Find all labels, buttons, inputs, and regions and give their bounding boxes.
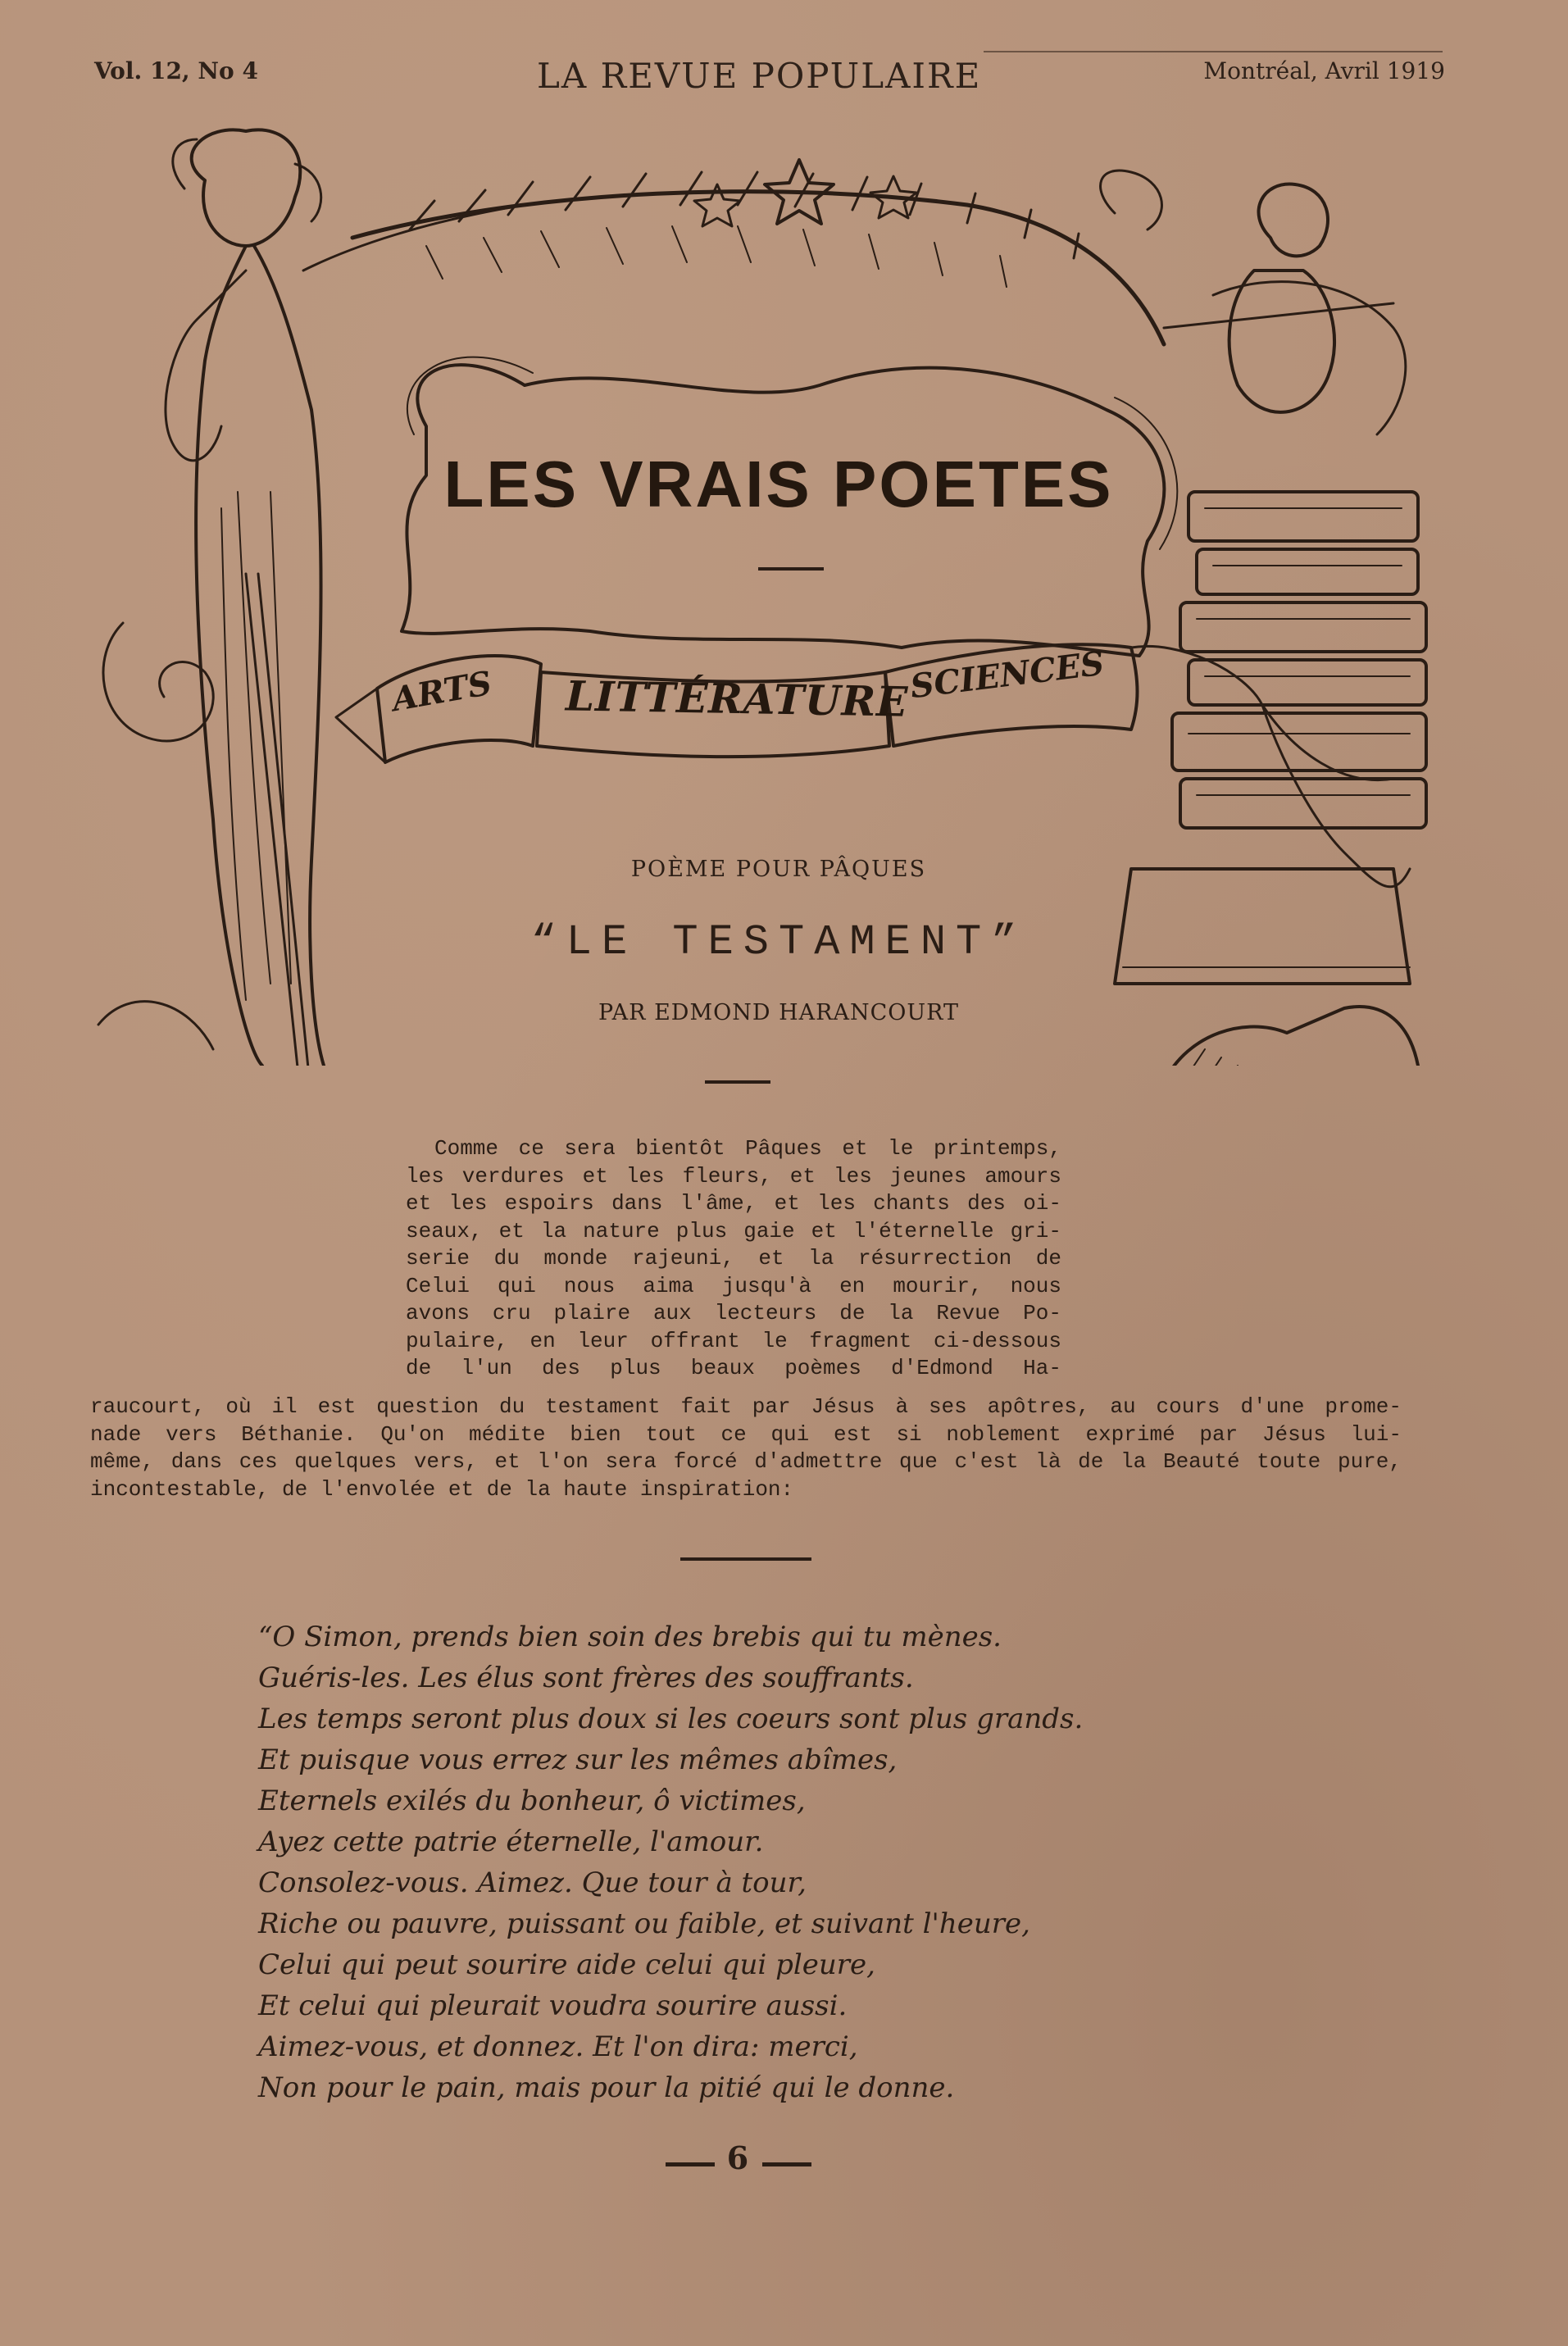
banner-label-sciences: SCIENCES [908, 643, 1107, 707]
poem-verse: Ayez cette patrie éternelle, l'amour. [258, 1825, 764, 1858]
poem-verse: Eternels exilés du bonheur, ô victimes, [258, 1785, 806, 1817]
intro-line: seaux, et la nature plus gaie et l'éternelle gri- [406, 1218, 1061, 1243]
poem-verse: Aimez-vous, et donnez. Et l'on dira: merci, [258, 2030, 858, 2063]
poem-verse: Et puisque vous errez sur les mêmes abîmes, [258, 1744, 898, 1776]
intro-line: nade vers Béthanie. Qu'on médite bien tout ce qui est si noblement exprimé par Jésus lui- [90, 1421, 1402, 1447]
poem-verse: Les temps seront plus doux si les coeurs sont plus grands. [258, 1703, 1084, 1735]
intro-paragraph-wide [90, 1394, 1402, 1503]
title-rule [758, 567, 824, 571]
poem-author: PAR EDMOND HARANCOURT [598, 1000, 959, 1025]
intro-line: Celui qui nous aima jusqu'à en mourir, nous [406, 1273, 1061, 1298]
intro-line: de l'un des plus beaux poèmes d'Edmond Ha- [406, 1356, 1061, 1380]
pen-icon [246, 574, 330, 1066]
intro-line: pulaire, en leur offrant le fragment ci-dessous [406, 1328, 1061, 1353]
intro-line: et les espoirs dans l'âme, et les chants des oi- [406, 1191, 1061, 1216]
publication-title: LA REVUE POPULAIRE [537, 56, 982, 96]
poem-verse: Non pour le pain, mais pour la pitié qui le donne. [258, 2071, 955, 2104]
open-book [1164, 1007, 1418, 1066]
poem-verse: “O Simon, prends bien soin des brebis qui tu mènes. [258, 1621, 1002, 1653]
author-rule [705, 1080, 770, 1084]
poem-verse: Consolez-vous. Aimez. Que tour à tour, [258, 1866, 807, 1899]
intro-line: même, dans ces quelques vers, et l'on sera forcé d'admettre que c'est là de la Beauté toute pure, [90, 1449, 1402, 1474]
poem-verse: Guéris-les. Les élus sont frères des souffrants. [258, 1662, 914, 1694]
poem-verses [258, 1616, 1283, 2108]
violin-bow [1164, 303, 1393, 328]
book-stack [1115, 492, 1426, 1066]
page-number: 6 [726, 2139, 749, 2176]
poem-kicker: POÈME POUR PÂQUES [630, 857, 927, 882]
banner-label-literature: LITTÉRATURE [565, 671, 909, 726]
intro-rule [680, 1557, 811, 1561]
decorative-frame-illustration [0, 0, 1568, 1066]
intro-line: les verdures et les fleurs, et les jeunes amours [406, 1163, 1061, 1189]
intro-line: serie du monde rajeuni, et la résurrection de [406, 1246, 1061, 1271]
intro-line: avons cru plaire aux lecteurs de la Revue Po- [406, 1301, 1061, 1325]
intro-line: raucourt, où il est question du testament fait par Jésus à ses apôtres, au cours d'une prome- [90, 1394, 1402, 1419]
banner-label-arts: ARTS [389, 663, 495, 720]
poem-verse: Riche ou pauvre, puissant ou faible, et suivant l'heure, [258, 1907, 1030, 1940]
section-title: LES VRAIS POETES [443, 448, 1114, 521]
poem-verse: Celui qui peut sourire aide celui qui pleure, [258, 1948, 875, 1981]
cherub-figure [1101, 170, 1406, 434]
volume-number: Vol. 12, No 4 [94, 57, 258, 84]
intro-line: incontestable, de l'envolée et de la haute inspiration: [90, 1476, 794, 1502]
intro-paragraph-narrow [406, 1135, 1061, 1383]
poem-verse: Et celui qui pleurait voudra sourire aussi. [258, 1989, 848, 2022]
issue-date: Montréal, Avril 1919 [1203, 57, 1445, 84]
intro-line: Comme ce sera bientôt Pâques et le printemps, [434, 1136, 1061, 1161]
poem-title: “LE TESTAMENT” [530, 918, 1027, 966]
page-number-dash [762, 2162, 811, 2166]
